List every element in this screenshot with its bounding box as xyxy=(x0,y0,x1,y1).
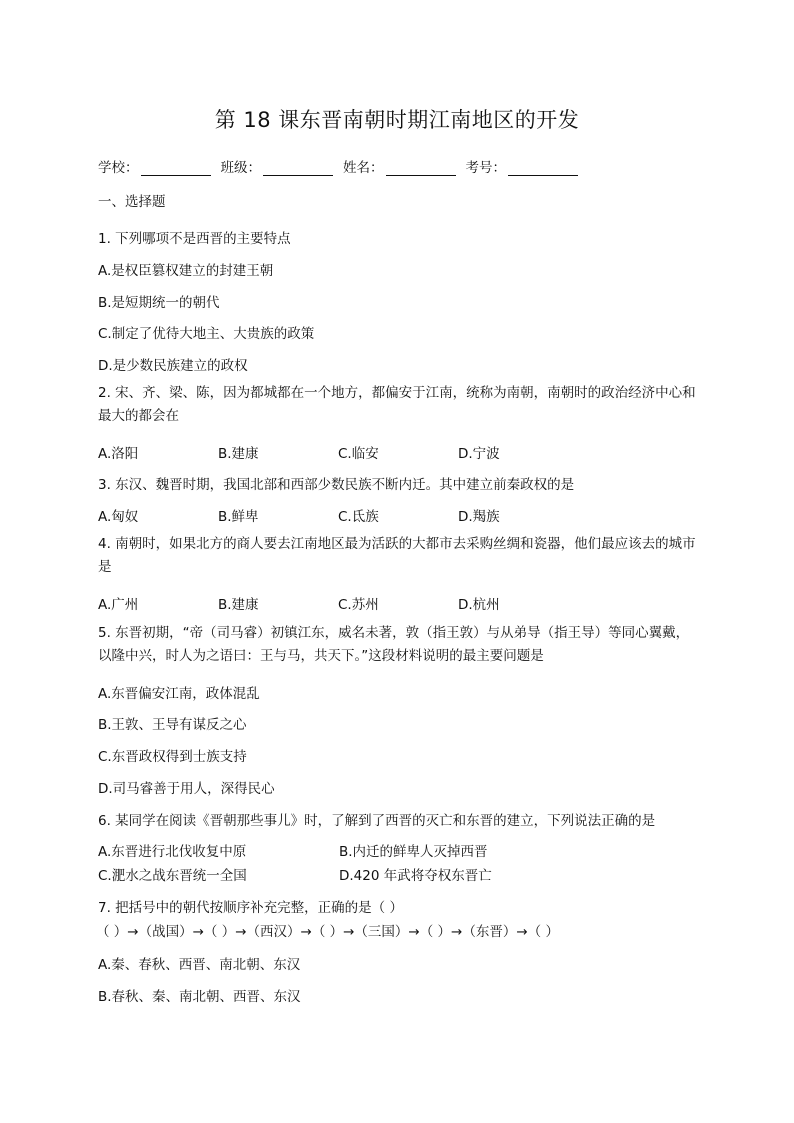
question-1-option-b: B.是短期统一的朝代 xyxy=(98,295,220,311)
question-7-option-a: A.秦、春秋、西晋、南北朝、东汉 xyxy=(98,957,301,973)
question-6-options-row-1 xyxy=(98,840,580,860)
section-heading: 一、选择题 xyxy=(98,194,166,210)
question-4-option-c: C.苏州 xyxy=(338,597,379,613)
question-4-option-a: A.广州 xyxy=(98,597,139,613)
question-6-stem: 6. 某同学在阅读《晋朝那些事儿》时，了解到了西晋的灭亡和东晋的建立，下列说法正确的是 xyxy=(98,813,656,829)
question-7-stem: 7. 把括号中的朝代按顺序补充完整，正确的是（ ） xyxy=(98,900,403,916)
question-6-option-d: D.420 年武将夺权东晋亡 xyxy=(339,868,492,884)
exam-number-field[interactable]: 考号： xyxy=(466,156,579,176)
question-3-option-a: A.匈奴 xyxy=(98,509,139,525)
question-5-option-a: A.东晋偏安江南，政体混乱 xyxy=(98,686,260,702)
question-4-options xyxy=(98,593,578,613)
question-4-option-b: B.建康 xyxy=(218,597,259,613)
question-6-options-row-2 xyxy=(98,864,580,884)
class-field[interactable]: 班级： xyxy=(221,156,334,176)
question-7-option-b: B.春秋、秦、南北朝、西晋、东汉 xyxy=(98,989,301,1005)
page-title: 第 18 课东晋南朝时期江南地区的开发 xyxy=(214,108,580,132)
question-1-option-c: C.制定了优待大地主、大贵族的政策 xyxy=(98,326,315,342)
name-blank[interactable] xyxy=(386,161,456,176)
question-5-option-c: C.东晋政权得到士族支持 xyxy=(98,749,247,765)
question-6-option-a: A.东晋进行北伐收复中原 xyxy=(98,844,247,860)
question-5-stem: 5. 东晋初期，“帝（司马睿）初镇江东，威名未著，敦（指王敦）与从弟导（指王导）等同心翼戴，以隆中兴，时人为之语曰：王与马，共天下。”这段材料说明的最主要问题是 xyxy=(98,625,690,664)
class-blank[interactable] xyxy=(263,161,333,176)
question-1-stem: 1. 下列哪项不是西晋的主要特点 xyxy=(98,231,291,247)
question-1-option-a: A.是权臣篡权建立的封建王朝 xyxy=(98,263,274,279)
school-field[interactable]: 学校： xyxy=(98,156,211,176)
question-2-stem: 2. 宋、齐、梁、陈，因为都城都在一个地方，都偏安于江南，统称为南朝，南朝时的政治经济中心和最大的都会在 xyxy=(98,385,696,424)
question-5-option-b: B.王敦、王导有谋反之心 xyxy=(98,717,247,733)
question-2-options xyxy=(98,442,578,462)
question-3-options xyxy=(98,505,578,525)
student-info-row xyxy=(98,156,588,176)
question-6-option-b: B.内迁的鲜卑人灭掉西晋 xyxy=(339,844,488,860)
question-2-option-d: D.宁波 xyxy=(458,446,500,462)
question-5-option-d: D.司马睿善于用人，深得民心 xyxy=(98,781,275,797)
question-4-stem: 4. 南朝时，如果北方的商人要去江南地区最为活跃的大都市去采购丝绸和瓷器，他们最应该去的城市是 xyxy=(98,536,696,575)
question-3-stem: 3. 东汉、魏晋时期，我国北部和西部少数民族不断内迁。其中建立前秦政权的是 xyxy=(98,477,575,493)
question-6-option-c: C.淝水之战东晋统一全国 xyxy=(98,868,247,884)
question-3-option-b: B.鲜卑 xyxy=(218,509,259,525)
school-blank[interactable] xyxy=(141,161,211,176)
question-4-option-d: D.杭州 xyxy=(458,597,500,613)
exam-number-blank[interactable] xyxy=(508,161,578,176)
question-7-sequence: （ ）→（战国）→（ ）→（西汉）→（ ）→（三国）→（ ）→（东晋）→（ ） xyxy=(96,924,559,940)
question-2-option-a: A.洛阳 xyxy=(98,446,139,462)
question-2-option-b: B.建康 xyxy=(218,446,259,462)
question-3-option-d: D.羯族 xyxy=(458,509,500,525)
question-1-option-d: D.是少数民族建立的政权 xyxy=(98,358,248,374)
question-2-option-c: C.临安 xyxy=(338,446,379,462)
name-field[interactable]: 姓名： xyxy=(343,156,456,176)
question-3-option-c: C.氐族 xyxy=(338,509,379,525)
